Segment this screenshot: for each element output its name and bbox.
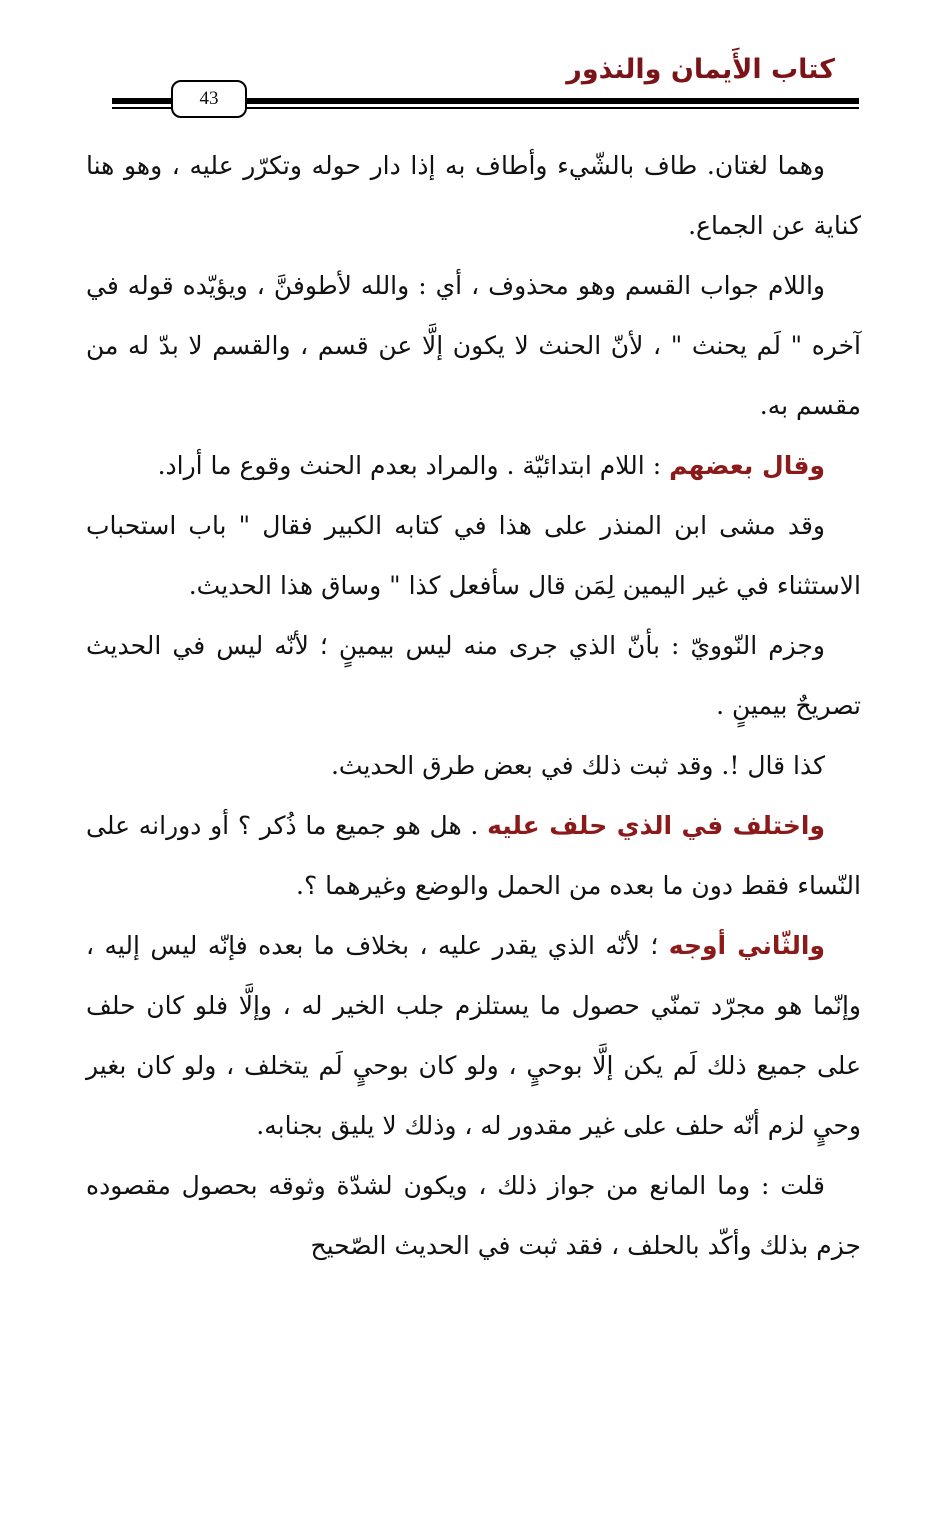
paragraph-text: قلت : وما المانع من جواز ذلك ، ويكون لشدّة وثوقه بحصول مقصوده جزم بذلك وأكّد بالحلف ، فقد ثبت في الحديث الصّحيح: [86, 1171, 861, 1260]
paragraph-text: : اللام ابتدائيّة . والمراد بعدم الحنث وقوع ما أراد.: [157, 451, 670, 480]
paragraph-lead: واختلف في الذي حلف عليه: [487, 811, 825, 840]
book-title: كتاب الأَيمان والنذور: [566, 54, 835, 85]
paragraph-text: وقد مشى ابن المنذر على هذا في كتابه الكبير فقال " باب استحباب الاستثناء في غير اليمين لِمَن قال سأفعل كذا " وساق هذا الحديث.: [86, 511, 861, 600]
page-body: [86, 136, 861, 1276]
paragraph-8: [86, 916, 861, 1156]
paragraph-5: [86, 616, 861, 736]
paragraph-4: [86, 496, 861, 616]
paragraph-9: [86, 1156, 861, 1276]
paragraph-6: [86, 736, 861, 796]
paragraph-7: [86, 796, 861, 916]
paragraph-2: [86, 256, 861, 436]
paragraph-text: كذا قال !. وقد ثبت ذلك في بعض طرق الحديث.: [330, 751, 825, 780]
paragraph-text: ؛ لأنّه الذي يقدر عليه ، بخلاف ما بعده فإنّه ليس إليه ، وإنّما هو مجرّد تمنّي حصول ما يستلزم جلب الخير له ، وإلَّا فلو كان حلف على جميع ذلك لَم يكن إلَّا بوحيٍ ، ولو كان بوحيٍ لَم يتخلف ، ولو كان بغير وحيٍ لزم أنّه حلف على غير مقدور له ، وذلك لا يليق بجنابه.: [86, 931, 861, 1140]
paragraph-3: [86, 436, 861, 496]
paragraph-text: وهما لغتان. طاف بالشّيء وأطاف به إذا دار حوله وتكرّر عليه ، وهو هنا كناية عن الجماع.: [86, 151, 861, 240]
page-number: 43: [171, 80, 247, 118]
paragraph-1: [86, 136, 861, 256]
paragraph-text: واللام جواب القسم وهو محذوف ، أي : والله لأطوفنَّ ، ويؤيّده قوله في آخره " لَم يحنث " ، لأنّ الحنث لا يكون إلَّا عن قسم ، والقسم لا بدّ له من مقسم به.: [86, 271, 861, 420]
paragraph-lead: وقال بعضهم: [669, 451, 825, 480]
paragraph-text: وجزم النّوويّ : بأنّ الذي جرى منه ليس بيمينٍ ؛ لأنّه ليس في الحديث تصريحٌ بيمينٍ .: [86, 631, 861, 720]
page-header: [0, 0, 945, 130]
paragraph-text: . هل هو جميع ما ذُكر ؟ أو دورانه على النّساء فقط دون ما بعده من الحمل والوضع وغيرهما ؟.: [86, 811, 861, 900]
paragraph-lead: والثّاني أوجه: [668, 931, 825, 960]
